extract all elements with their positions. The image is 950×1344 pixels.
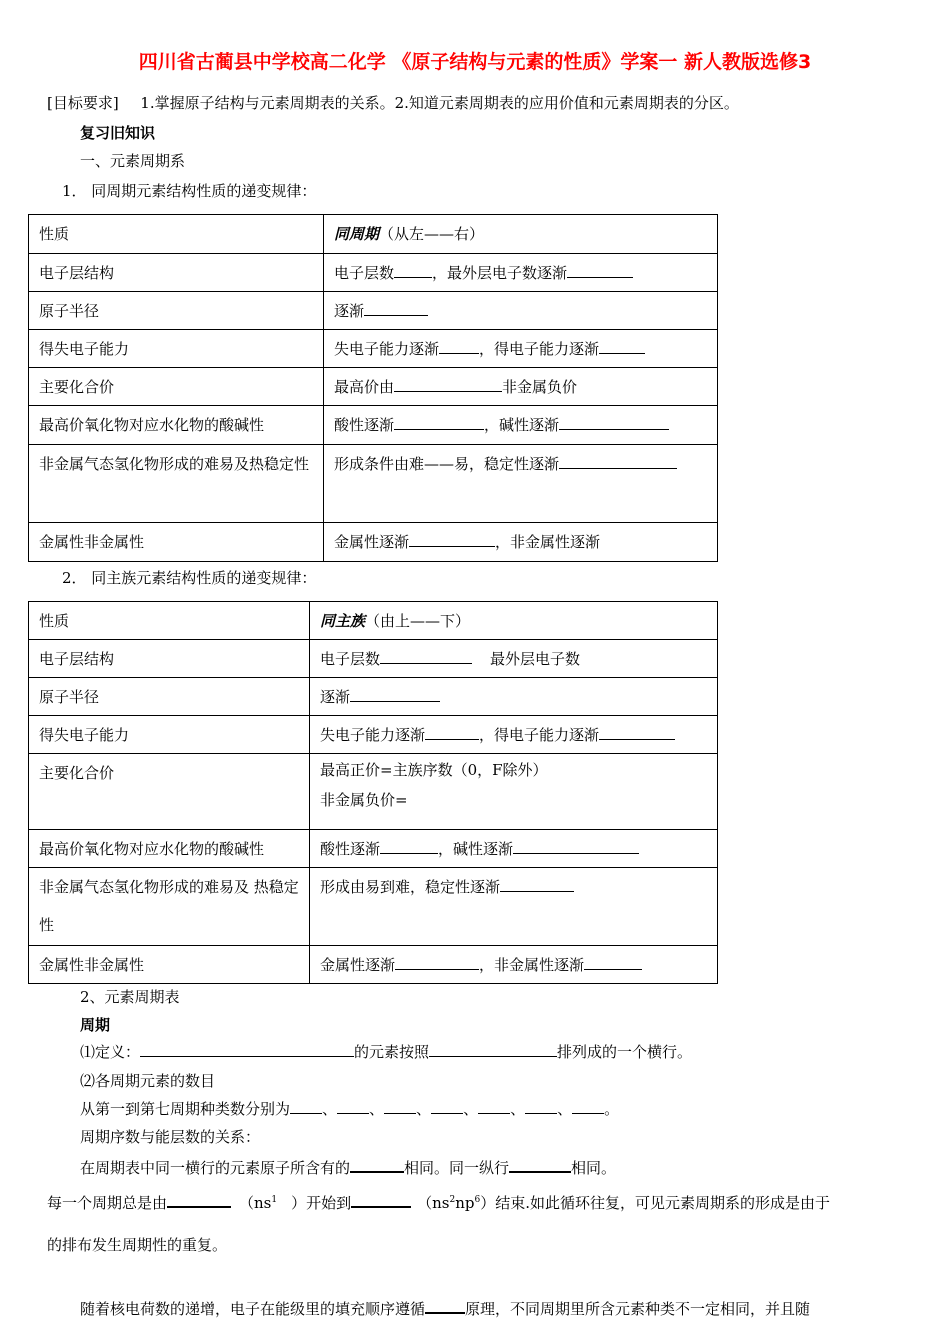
table-row: 非金属气态氢化物形成的难易及 热稳定性 形成由易到难，稳定性逐渐 bbox=[29, 868, 718, 946]
table-row: 电子层结构 电子层数 最外层电子数 bbox=[29, 640, 718, 678]
table-row: 得失电子能力 失电子能力逐渐 ，得电子能力逐渐 bbox=[29, 716, 718, 754]
header-prop: 性质 bbox=[29, 215, 324, 254]
last-line: 随着核电荷数的递增，电子在能级里的填充顺序遵循 原理，不同周期里所含元素种类不一定相同，并且随 bbox=[80, 1300, 811, 1318]
part1-title: 1． 同周期元素结构性质的递变规律： bbox=[62, 182, 317, 200]
table-row: 主要化合价 最高价由 非金属负价 bbox=[29, 368, 718, 406]
period-heading: 周期 bbox=[80, 1016, 111, 1034]
goal-line bbox=[47, 92, 739, 113]
table-row: 金属性非金属性 金属性逐渐 ，非金属性逐渐 bbox=[29, 523, 718, 562]
table-row: 原子半径 逐渐 bbox=[29, 678, 718, 716]
part2-title: 2． 同主族元素结构性质的递变规律： bbox=[62, 569, 317, 587]
section2-heading: 2、元素周期表 bbox=[80, 988, 180, 1006]
table-row: 非金属气态氢化物形成的难易及热稳定性 形成条件由难——易，稳定性逐渐 bbox=[29, 445, 718, 523]
table-row: 电子层结构 电子层数 ，最外层电子数逐渐 bbox=[29, 254, 718, 292]
count-heading: ⑵各周期元素的数目 bbox=[80, 1072, 216, 1090]
cycle-line-2: 的排布发生周期性的重复。 bbox=[47, 1236, 228, 1254]
table-same-period bbox=[28, 214, 718, 562]
goal-label: [目标要求] bbox=[47, 94, 119, 112]
table-row: 得失电子能力 失电子能力逐渐 ，得电子能力逐渐 bbox=[29, 330, 718, 368]
table-row: 最高价氧化物对应水化物的酸碱性 酸性逐渐 ，碱性逐渐 bbox=[29, 830, 718, 868]
relation-heading: 周期序数与能层数的关系： bbox=[80, 1128, 261, 1146]
definition-line: ⑴定义： 的元素按照 排列成的一个横行。 bbox=[80, 1043, 693, 1061]
table-row bbox=[29, 215, 718, 254]
table-row: 最高价氧化物对应水化物的酸碱性 酸性逐渐 ，碱性逐渐 bbox=[29, 406, 718, 445]
table-row: 主要化合价 最高正价=主族序数（0，F除外） 非金属负价= bbox=[29, 754, 718, 830]
goal-text: 1.掌握原子结构与元素周期表的关系。2.知道元素周期表的应用价值和元素周期表的分区。 bbox=[140, 94, 739, 112]
relation-line: 在周期表中同一横行的元素原子所含有的 相同。同一纵行 相同。 bbox=[80, 1159, 617, 1177]
count-line: 从第一到第七周期种类数分别为 、 、 、 、 、 、 。 bbox=[80, 1100, 620, 1118]
section1-heading: 一、元素周期系 bbox=[80, 152, 186, 170]
table-same-group bbox=[28, 601, 718, 984]
table-row: 金属性非金属性 金属性逐渐 ，非金属性逐渐 bbox=[29, 946, 718, 984]
table-row: 原子半径 逐渐 bbox=[29, 292, 718, 330]
header-col: 同周期（从左——右） bbox=[324, 215, 718, 254]
cycle-line: 每一个周期总是由 （$ns^1$ ）开始到 $(ns^2np^6)$结束.如此循环往复，可见元素周期系的形成是由于 bbox=[47, 1194, 830, 1212]
table-row: 性质 同主族（由上——下） bbox=[29, 602, 718, 640]
review-heading: 复习旧知识 bbox=[80, 124, 156, 142]
document-title: 四川省古蔺县中学校高二化学 《原子结构与元素的性质》学案一 新人教版选修3 bbox=[138, 51, 812, 73]
